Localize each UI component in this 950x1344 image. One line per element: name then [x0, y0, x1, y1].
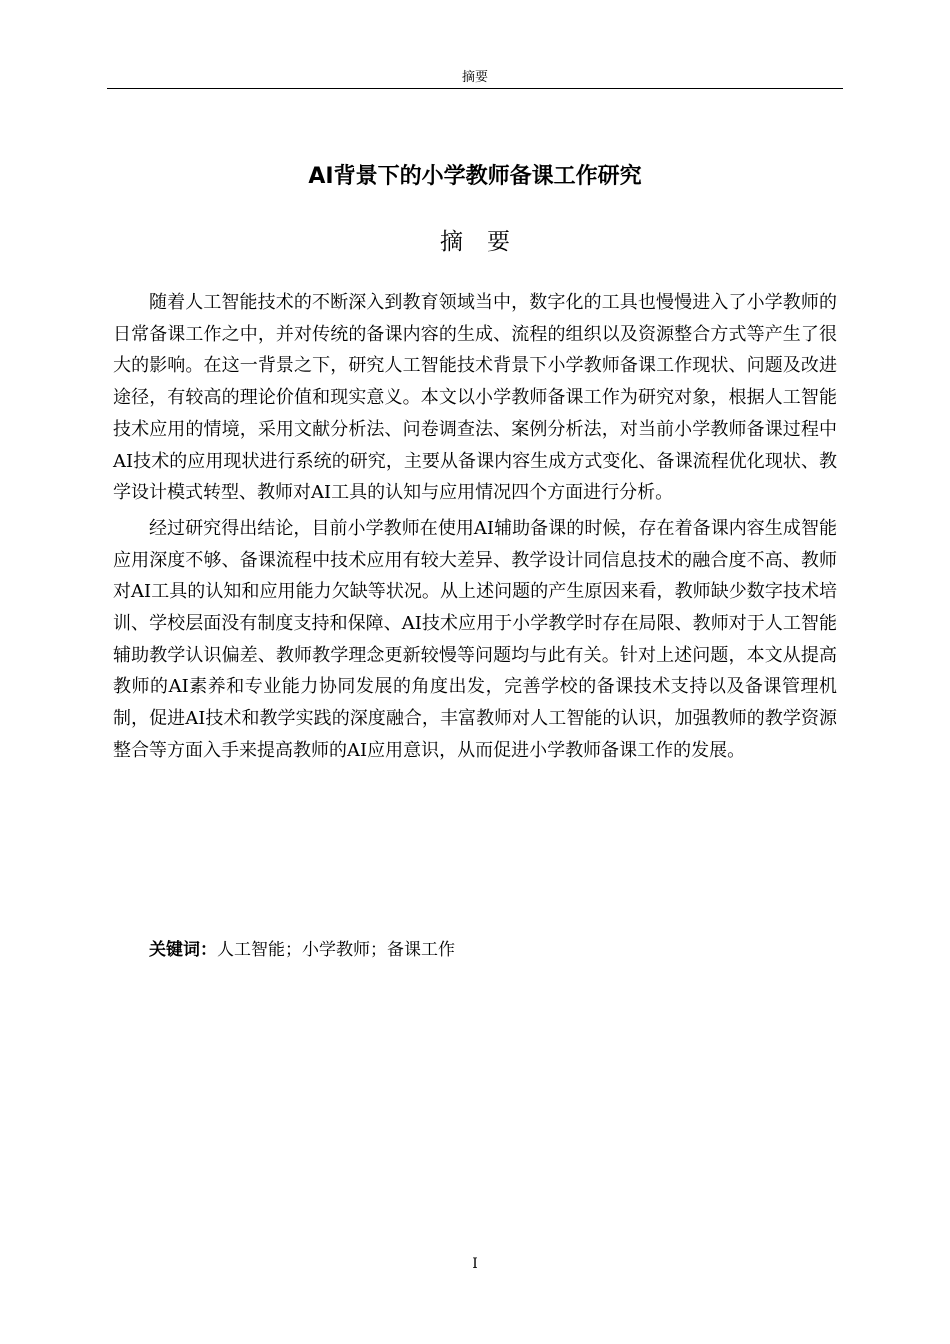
document-title: AI背景下的小学教师备课工作研究 [308, 164, 642, 189]
running-header: 摘要 [461, 70, 488, 85]
abstract-body [113, 287, 837, 771]
abstract-paragraph-1: 随着人工智能技术的不断深入到教育领域当中，数字化的工具也慢慢进入了小学教师的日常备课工作之中，并对传统的备课内容的生成、流程的组织以及资源整合方式等产生了很大的影响。在这一背景之下，研究人工智能技术背景下小学教师备课工作现状、问题及改进途径，有较高的理论价值和现实意义。本文以小学教师备课工作为研究对象，根据人工智能技术应用的情境，采用文献分析法、问卷调查法、案例分析法，对当前小学教师备课过程中AI技术的应用现状进行系统的研究，主要从备课内容生成方式变化、备课流程优化现状、教学设计模式转型、教师对AI工具的认知与应用情况四个方面进行分析。 [113, 292, 837, 504]
abstract-paragraph-2: 经过研究得出结论，目前小学教师在使用AI辅助备课的时候，存在着备课内容生成智能应用深度不够、备课流程中技术应用有较大差异、教学设计同信息技术的融合度不高、教师对AI工具的认知和应用能力欠缺等状况。从上述问题的产生原因来看，教师缺少数字技术培训、学校层面没有制度支持和保障、AI技术应用于小学教学时存在局限、教师对于人工智能辅助教学认识偏差、教师教学理念更新较慢等问题均与此有关。针对上述问题，本文从提高教师的AI素养和专业能力协同发展的角度出发，完善学校的备课技术支持以及备课管理机制，促进AI技术和教学实践的深度融合，丰富教师对人工智能的认识，加强教师的教学资源整合等方面入手来提高教师的AI应用意识，从而促进小学教师备课工作的发展。 [113, 517, 837, 761]
keywords-value: 人工智能；小学教师；备课工作 [217, 940, 455, 960]
keywords-line [113, 934, 837, 966]
header-rule [107, 88, 843, 89]
page-number: I [472, 1256, 478, 1272]
abstract-heading: 摘要 [440, 229, 534, 255]
keywords-label: 关键词： [149, 940, 217, 960]
